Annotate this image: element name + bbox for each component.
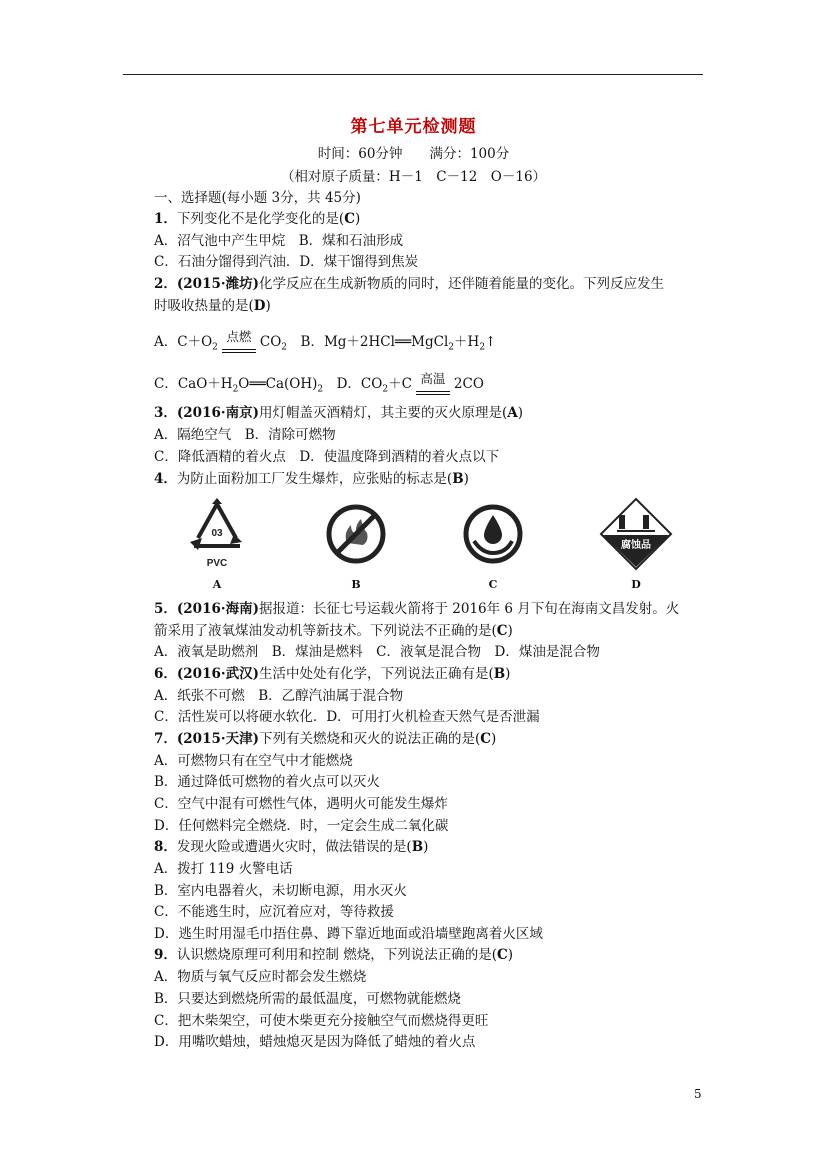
water-hand-icon [462,503,524,565]
question-number: 6． [154,666,177,682]
bracket: ) [505,666,511,682]
option-line: C．活性炭可以将硬水软化．D．可用打火机检查天然气是否泄漏 [154,709,540,725]
option-line: A．液氧是助燃剂 B．煤油是燃料 C．液氧是混合物 D．煤油是混合物 [154,644,600,660]
option-line: A．纸张不可燃 B．乙醇汽油属于混合物 [154,688,404,704]
subscript: 2 [212,342,218,353]
subscript: 2 [317,384,324,395]
option-line: C．不能逃生时，应沉着应对，等待救援 [154,904,394,920]
option-line: C．空气中混有可燃性气体，遇明火可能发生爆炸 [154,796,448,812]
option-line: A．隔绝空气 B．清除可燃物 [154,427,336,443]
bracket: ) [265,298,271,314]
option-line: C．降低酒精的着火点 D．使温度降到酒精的着火点以下 [154,449,500,465]
equation-text: ＋H [454,334,480,350]
bracket: ) [517,405,524,421]
equation-text: C．CaO＋H [154,376,233,392]
question-number: 1． [154,211,177,227]
subscript: 2 [281,342,288,353]
bracket: ) [423,839,429,855]
question-text: 生活中处处有化学，下列说法正确有是( [258,666,494,682]
question-8 [154,838,428,856]
bracket: ) [507,947,513,963]
question-number: 2． [154,276,177,292]
question-number: 3． [154,405,177,421]
question-text: 化学反应在生成新物质的同时，还伴随着能量的变化。下列反应发生 [258,276,664,292]
option-line: B．通过降低可燃物的着火点可以灭火 [154,774,380,790]
answer: B [493,666,506,682]
question-9 [154,946,513,964]
question-text: 发现火险或遭遇火灾时，做法错误的是( [176,839,412,855]
equation-text: O══Ca(OH) [238,376,318,392]
question-2-cont [154,297,271,315]
equation-line-cd [154,372,484,402]
answer: A [507,405,518,421]
question-source: (2016·南京) [176,405,259,421]
recycle-pvc-icon [184,498,250,572]
option-line: A．物质与氧气反应时都会发生燃烧 [154,969,367,985]
question-number: 8． [154,839,177,855]
option-line: B．只要达到燃烧所需的最低温度，可燃物就能燃烧 [154,991,461,1007]
condition-label: 高温 [420,370,446,386]
question-number: 4． [154,471,177,487]
question-source: (2015·天津) [176,731,259,747]
question-text: 下列变化不是化学变化的是( [176,211,345,227]
icon-label-a: A [212,578,222,591]
atomic-masses: （相对原子质量：H－1 C－12 O－16） [280,169,547,185]
equation-text: A．C＋O [154,334,213,350]
equation-text: ＋C [388,376,412,392]
question-number: 5． [154,601,177,617]
subscript: 2 [448,342,455,353]
question-text: 认识燃烧原理可利用和控制 燃烧，下列说法正确的是( [176,947,497,963]
top-rule [123,74,703,75]
answer: B [411,839,424,855]
question-text: 下列有关燃烧和灭火的说法正确的是( [258,731,481,747]
subscript: 2 [479,342,486,353]
icon-code: 03 [211,528,223,539]
icon-label-b: B [351,578,361,591]
option-line: D．用嘴吹蜡烛，蜡烛熄灭是因为降低了蜡烛的着火点 [154,1034,476,1050]
bracket: ) [507,623,513,639]
answer: D [253,298,266,314]
question-6 [154,665,510,683]
option-line: D．任何燃料完全燃烧．时，一定会生成二氧化碳 [154,818,449,834]
question-5-cont [154,622,513,640]
page-number: 5 [694,1087,702,1101]
icon-label-c: C [488,578,498,591]
answer: C [496,947,508,963]
option-line: A．拨打 119 火警电话 [154,861,293,877]
icon-caption: 腐蚀品 [621,540,651,551]
subscript: 2 [232,384,239,395]
question-2 [154,275,664,293]
equation-text: CO [259,334,282,350]
question-number: 7． [154,731,177,747]
question-5 [154,600,679,618]
equation-text: 2CO [453,376,484,392]
question-3 [154,404,523,422]
question-1 [154,210,360,228]
condition-arrow [222,328,256,353]
option-line: A．沼气池中产生甲烷 B．煤和石油形成 [154,233,404,249]
condition-label: 点燃 [226,328,252,344]
page-title: 第七单元检测题 [350,117,477,137]
equation-line-ab [154,330,496,360]
option-line: C．把木柴架空，可使木柴更充分接触空气而燃烧得更旺 [154,1013,489,1029]
exam-time: 时间：60分钟 满分：100分 [317,146,510,162]
option-line: D．逃生时用湿毛巾捂住鼻、蹲下靠近地面或沿墙壁跑离着火区域 [154,926,543,942]
question-source: (2016·海南) [176,601,259,617]
icon-caption: PVC [206,558,228,569]
question-text: 箭采用了液氧煤油发动机等新技术。下列说法不正确的是( [154,623,497,639]
section-heading: 一、选择题(每小题 3分，共 45分) [154,190,361,206]
gas-arrow: ↑ [485,334,497,350]
corrosive-icon [599,497,673,571]
answer: C [344,211,355,227]
bracket: ) [491,731,497,747]
icon-label-d: D [631,578,641,591]
answer: C [496,623,508,639]
question-source: (2015·潍坊) [176,276,259,292]
equation-text: D．CO [336,376,383,392]
question-text: 时吸收热量的是( [154,298,254,314]
question-source: (2016·武汉) [176,666,259,682]
question-4 [154,470,469,488]
option-line: A．可燃物只有在空气中才能燃烧 [154,753,353,769]
question-number: 9． [154,947,177,963]
question-text: 用灯帽盖灭酒精灯，其主要的灭火原理是( [258,405,508,421]
answer: C [480,731,491,747]
answer: B [452,471,464,487]
equation-text: B．Mg＋2HCl══MgCl [300,334,449,350]
question-7 [154,730,496,748]
no-fire-icon [325,503,387,565]
question-text: 为防止面粉加工厂发生爆炸，应张贴的标志是( [176,471,453,487]
option-line: B．室内电器着火，未切断电源，用水灭火 [154,883,407,899]
bracket: ) [354,211,361,227]
bracket: ) [463,471,469,487]
option-line: C．石油分馏得到汽油．D．煤干馏得到焦炭 [154,254,419,270]
subscript: 2 [382,384,389,395]
condition-arrow [416,370,450,395]
question-text: 据报道：长征七号运载火箭将于 2016年 6 月下旬在海南文昌发射。火 [258,601,680,617]
